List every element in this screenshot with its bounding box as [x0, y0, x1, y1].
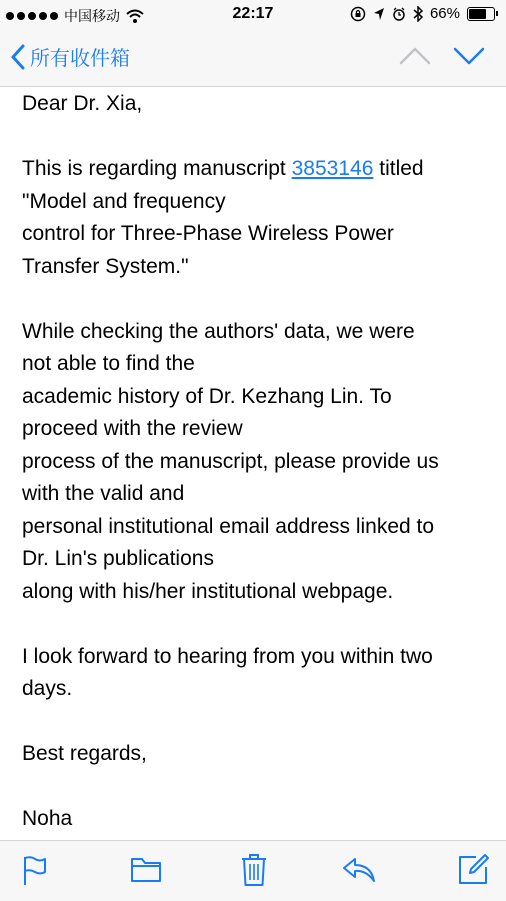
back-button[interactable] — [10, 42, 130, 71]
email-line: control for Three-Phase Wireless Power — [22, 222, 394, 245]
folder-icon[interactable] — [130, 855, 162, 883]
bottom-toolbar — [0, 840, 506, 901]
battery-icon — [467, 7, 498, 21]
email-line: academic history of Dr. Kezhang Lin. To — [22, 384, 392, 408]
email-paragraph-1 — [22, 153, 492, 283]
bluetooth-icon — [413, 6, 423, 22]
email-line: Transfer System." — [22, 254, 189, 278]
email-text: titled — [379, 157, 424, 180]
email-signature: Noha — [22, 807, 73, 830]
email-paragraph-2 — [22, 316, 492, 609]
status-right — [350, 5, 498, 22]
battery-percent: 66% — [429, 5, 460, 22]
chevron-up-icon[interactable] — [398, 44, 432, 68]
trash-icon[interactable] — [240, 853, 268, 887]
email-paragraph-3 — [22, 641, 492, 706]
location-arrow-icon — [373, 7, 385, 21]
email-line: not able to find the — [22, 352, 195, 375]
carrier-name: 中国移动 — [64, 8, 120, 24]
email-line: process of the manuscript, please provide us — [22, 449, 439, 473]
chevron-down-icon[interactable] — [452, 44, 486, 68]
chevron-left-icon — [10, 44, 26, 70]
reply-icon[interactable] — [342, 857, 376, 883]
manuscript-link[interactable]: 3853146 — [291, 157, 374, 180]
email-text: This is regarding manuscript — [22, 157, 286, 180]
email-line: along with his/her institutional webpage. — [22, 579, 394, 603]
status-bar — [0, 0, 506, 30]
email-line — [22, 153, 492, 186]
email-line: days. — [22, 677, 73, 700]
email-line: Dr. Lin's publications — [22, 547, 214, 570]
alarm-icon — [392, 7, 406, 21]
email-line: "Model and frequency — [22, 189, 226, 213]
back-button-label: 所有收件箱 — [30, 48, 130, 70]
email-line: with the valid and — [22, 482, 185, 505]
email-line: I look forward to hearing from you within two — [22, 644, 433, 668]
email-line: proceed with the review — [22, 417, 243, 440]
status-time: 22:17 — [232, 5, 274, 22]
compose-icon[interactable] — [458, 853, 490, 885]
email-line: personal institutional email address linked to — [22, 514, 435, 538]
orientation-lock-icon — [350, 6, 366, 22]
email-body — [22, 88, 492, 836]
flag-icon[interactable] — [22, 855, 48, 887]
email-closing: Best regards, — [22, 742, 147, 765]
email-line: While checking the authors' data, we were — [22, 319, 415, 343]
nav-bar — [0, 30, 506, 87]
email-greeting: Dear Dr. Xia, — [22, 92, 143, 115]
